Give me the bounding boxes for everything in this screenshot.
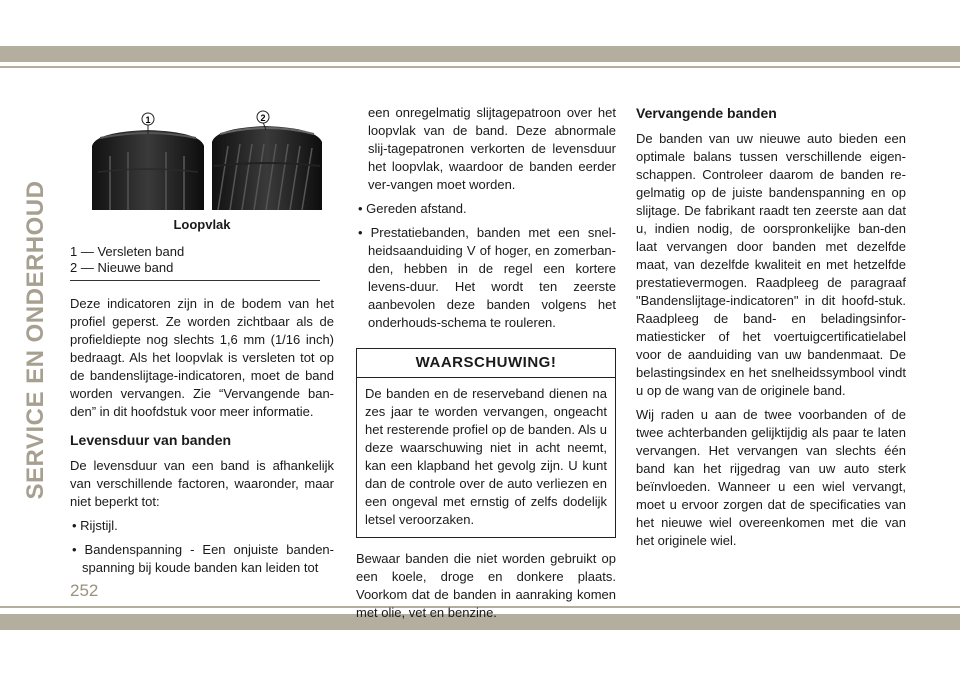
continued-text: een onregelmatig slijtagepatroon over het loopvlak van de band. Deze abnormale slij-tagepatronen verkorten de levensduur het loopvlak, waardoor de banden eerder ver-vangen moet worden. [368,105,616,192]
legend-item-worn: 1 — Versleten band [70,244,185,259]
legend-item-new: 2 — Nieuwe band [70,260,174,275]
header-band [0,46,960,62]
bullet-item: • Rijstijl. [72,518,118,533]
intro-paragraph: Deze indicatoren zijn in de bodem van het profiel geperst. Ze worden zichtbaar als de profieldiepte nog slechts 1,6 mm (1/16 inch) bedraagt. Als het loopvlak is versleten tot op de bandenslijtage-indicatoren, moet de band worden vervangen. Zie “Vervangende ban-den” in dit hoofdstuk voor meer informatie. [70,296,334,419]
new-tire-image [212,126,322,210]
column-3 [636,104,906,556]
bullet-item: • Bandenspanning - Een onjuiste banden-spanning bij koude banden kan leiden tot [72,542,334,575]
bullet-item: • Gereden afstand. [358,201,467,216]
heading-replacement-tires: Vervangende banden [636,105,777,121]
svg-text:2: 2 [260,113,266,123]
replacement-paragraph-1: De banden van uw nieuwe auto bieden een optimale balans tussen verschillende eigen-schappen. Controleer daarom de banden re-gelmatig op de juiste bandenspanning en op slijtage. De fabrikant raadt ten zeerste aan dat u, indien nodig, de oorspronkelijke ban-den laat vervangen door banden met dezelfde maat, van dezelfde kwaliteit en met hetzelfde prestatievermogen. Raadpleeg de paragraaf "Bandenslijtage-indicatoren" in dit hoofd-stuk. Raadpleeg de band- en beladingsinfor-matiesticker of het voertuigcertificatielabel voor de aanduiding van uw bandenmaat. De belastingsindex en het snelheidssymbool vindt u op de wang van de originele band. [636,131,906,398]
warning-text: De banden en de reserveband dienen na zes jaar te worden vervangen, ongeacht het resterende profiel op de banden. Als u deze waarschuwing niet in acht neemt, kan een klapband het gevolg zijn. U kunt dan de controle over de auto verliezen en een ongeval met ernstig of zelfs dodelijk letsel veroorzaken. [365,386,607,527]
warning-box [356,348,616,538]
warning-title: WAARSCHUWING! [357,349,615,378]
figure-caption: Loopvlak [173,217,231,232]
replacement-paragraph-2: Wij raden u aan de twee voorbanden of de twee achterbanden gelijktijdig als paar te laten vervangen. Het vervangen van slechts één band kan het rijgedrag van uw auto sterk beïnvloeden. Wanneer u een wiel vervangt, moet u ervoor zorgen dat de specificaties van het nieuwe wiel overeenkomen met die van het originele wiel. [636,407,906,548]
figure-rule [70,280,320,281]
figure-legend [70,244,334,276]
bullet-item: • Prestatiebanden, banden met een snel-heidsaanduiding V of hoger, en zomerban-den, hebben in de regel een kortere levens-duur. Het wordt ten zeerste aanbevolen deze banden volgens het onderhouds-schema te rouleren. [358,225,616,330]
column-2 [356,104,616,628]
svg-text:1: 1 [145,115,151,125]
worn-tire-image [92,130,204,210]
page-number: 252 [70,581,99,600]
storage-paragraph: Bewaar banden die niet worden gebruikt op een koele, droge en donkere plaats. Voorkom dat de banden in aanraking komen met olie, vet en benzine. [356,551,616,620]
tread-figure [70,76,334,212]
column-1 [70,76,334,583]
heading-tire-life: Levensduur van banden [70,432,232,448]
tire-life-paragraph: De levensduur van een band is afhankelijk van verschillende factoren, waaronder, maar niet beperkt tot: [70,458,334,509]
header-rule [0,66,960,68]
tire-illustration [70,76,334,212]
section-side-label: SERVICE EN ONDERHOUD [22,180,49,500]
